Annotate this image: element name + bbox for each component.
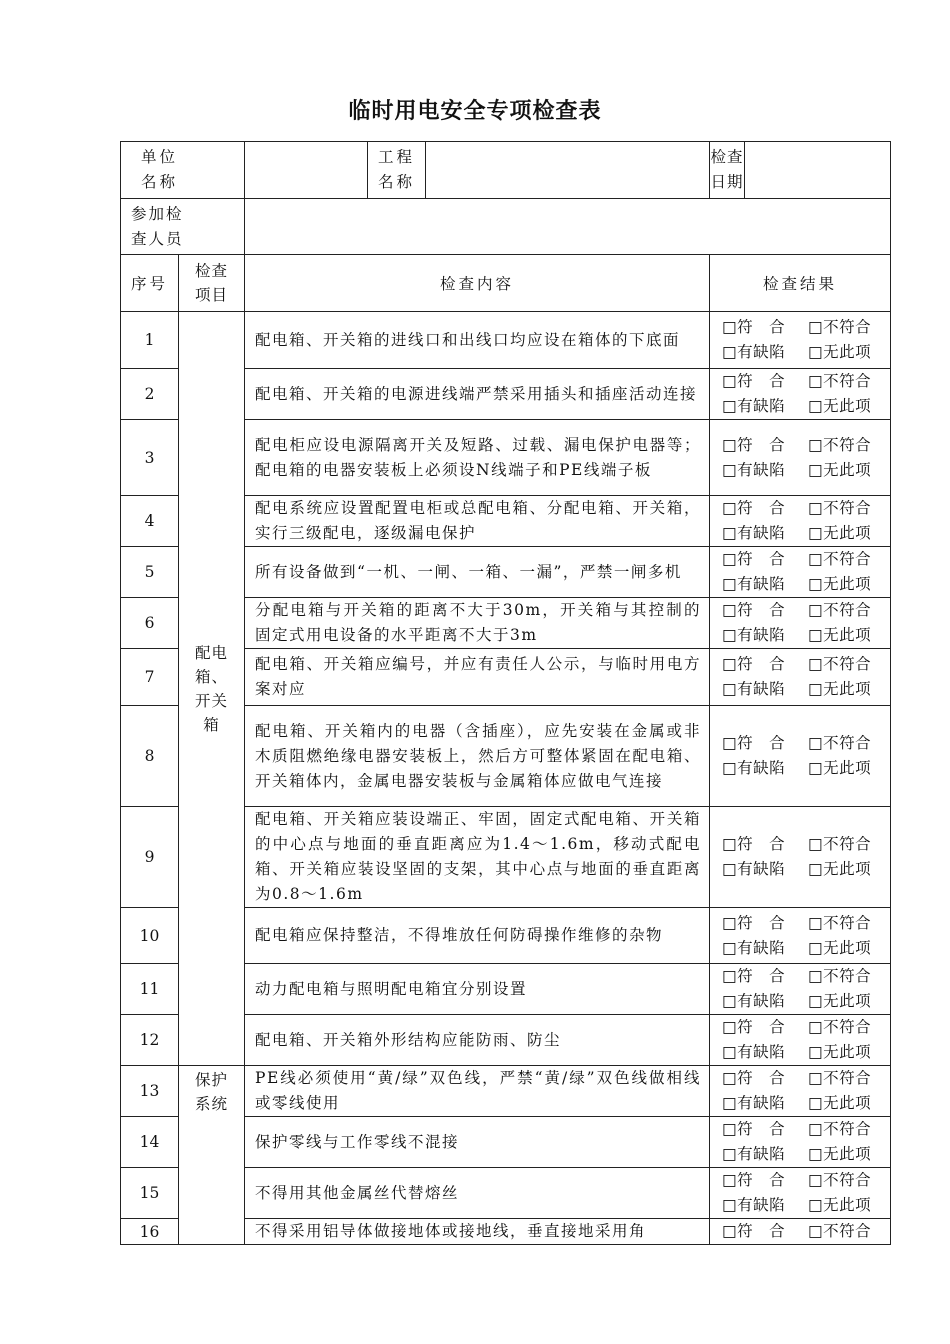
project-label: 工程 名称 bbox=[368, 142, 426, 199]
row-result bbox=[710, 1219, 891, 1245]
fail-checkbox[interactable]: □不符合 bbox=[808, 655, 872, 673]
row-result bbox=[710, 1015, 891, 1066]
row-result bbox=[710, 1117, 891, 1168]
col-item: 检查 项目 bbox=[179, 255, 245, 312]
defect-checkbox[interactable]: □有缺陷 bbox=[722, 992, 786, 1010]
na-checkbox[interactable]: □无此项 bbox=[808, 759, 872, 777]
unit-label: 单位 名称 bbox=[121, 142, 245, 199]
defect-checkbox[interactable]: □有缺陷 bbox=[722, 680, 786, 698]
row-number: 12 bbox=[121, 1015, 179, 1066]
row-number: 3 bbox=[121, 420, 179, 496]
defect-checkbox[interactable]: □有缺陷 bbox=[722, 460, 786, 479]
pass-checkbox[interactable]: □符 合 bbox=[722, 372, 786, 390]
header-row-participants bbox=[121, 199, 891, 255]
na-checkbox[interactable]: □无此项 bbox=[808, 397, 872, 415]
row-number: 16 bbox=[121, 1219, 179, 1245]
pass-checkbox[interactable]: □符 合 bbox=[722, 1018, 786, 1036]
col-seq: 序号 bbox=[121, 255, 179, 312]
pass-checkbox[interactable]: □符 合 bbox=[722, 734, 786, 752]
row-content: 配电箱、开关箱应编号，并应有责任人公示，与临时用电方案对应 bbox=[245, 649, 710, 706]
pass-checkbox[interactable]: □符 合 bbox=[722, 550, 786, 568]
fail-checkbox[interactable]: □不符合 bbox=[808, 1120, 872, 1138]
date-label: 检查 日期 bbox=[710, 142, 745, 199]
row-result bbox=[710, 964, 891, 1015]
row-content: 配电柜应设电源隔离开关及短路、过载、漏电保护电器等；配电箱的电器安装板上必须设N线端子和PE线端子板 bbox=[245, 420, 710, 496]
na-checkbox[interactable]: □无此项 bbox=[808, 524, 872, 542]
header-row-unit bbox=[121, 142, 891, 199]
fail-checkbox[interactable]: □不符合 bbox=[808, 499, 872, 517]
column-header-row bbox=[121, 255, 891, 312]
row-content: 配电箱、开关箱外形结构应能防雨、防尘 bbox=[245, 1015, 710, 1066]
na-checkbox[interactable]: □无此项 bbox=[808, 460, 872, 479]
row-number: 15 bbox=[121, 1168, 179, 1219]
col-content: 检查内容 bbox=[245, 255, 710, 312]
row-result bbox=[710, 496, 891, 547]
inspection-table bbox=[120, 141, 891, 1245]
na-checkbox[interactable]: □无此项 bbox=[808, 1043, 872, 1061]
row-number: 13 bbox=[121, 1066, 179, 1117]
row-result bbox=[710, 649, 891, 706]
row-content: 动力配电箱与照明配电箱宜分别设置 bbox=[245, 964, 710, 1015]
row-result bbox=[710, 369, 891, 420]
defect-checkbox[interactable]: □有缺陷 bbox=[722, 575, 786, 593]
date-value[interactable] bbox=[745, 142, 891, 199]
pass-checkbox[interactable]: □符 合 bbox=[722, 318, 786, 336]
na-checkbox[interactable]: □无此项 bbox=[808, 575, 872, 593]
defect-checkbox[interactable]: □有缺陷 bbox=[722, 397, 786, 415]
row-content: 分配电箱与开关箱的距离不大于30m，开关箱与其控制的固定式用电设备的水平距离不大于3m bbox=[245, 598, 710, 649]
fail-checkbox[interactable]: □不符合 bbox=[808, 1018, 872, 1036]
fail-checkbox[interactable]: □不符合 bbox=[808, 318, 872, 336]
pass-checkbox[interactable]: □符 合 bbox=[722, 913, 786, 932]
page-title: 临时用电安全专项检查表 bbox=[348, 99, 602, 124]
row-result bbox=[710, 1168, 891, 1219]
fail-checkbox[interactable]: □不符合 bbox=[808, 550, 872, 568]
na-checkbox[interactable]: □无此项 bbox=[808, 992, 872, 1010]
row-content: 配电箱、开关箱的进线口和出线口均应设在箱体的下底面 bbox=[245, 312, 710, 369]
row-number: 8 bbox=[121, 706, 179, 807]
pass-checkbox[interactable]: □符 合 bbox=[722, 1069, 786, 1087]
row-content: 配电系统应设置配置电柜或总配电箱、分配电箱、开关箱，实行三级配电，逐级漏电保护 bbox=[245, 496, 710, 547]
category-distribution-box: 配电 箱、 开关 箱 bbox=[179, 312, 245, 1066]
row-result bbox=[710, 807, 891, 908]
row-number: 14 bbox=[121, 1117, 179, 1168]
defect-checkbox[interactable]: □有缺陷 bbox=[722, 860, 786, 878]
table-row bbox=[121, 1066, 891, 1117]
defect-checkbox[interactable]: □有缺陷 bbox=[722, 1043, 786, 1061]
defect-checkbox[interactable]: □有缺陷 bbox=[722, 1145, 786, 1163]
na-checkbox[interactable]: □无此项 bbox=[808, 1145, 872, 1163]
defect-checkbox[interactable]: □有缺陷 bbox=[722, 343, 786, 361]
category-protection-system: 保护 系统 bbox=[179, 1066, 245, 1245]
pass-checkbox[interactable]: □符 合 bbox=[722, 1222, 786, 1240]
fail-checkbox[interactable]: □不符合 bbox=[808, 835, 872, 853]
row-content: 配电箱、开关箱内的电器（含插座），应先安装在金属或非木质阻燃绝缘电器安装板上，然后方可整体紧固在配电箱、开关箱体内，金属电器安装板与金属箱体应做电气连接 bbox=[245, 706, 710, 807]
row-number: 6 bbox=[121, 598, 179, 649]
na-checkbox[interactable]: □无此项 bbox=[808, 1196, 872, 1214]
row-number: 2 bbox=[121, 369, 179, 420]
row-content: 不得采用铝导体做接地体或接地线，垂直接地采用角 bbox=[245, 1219, 710, 1245]
na-checkbox[interactable]: □无此项 bbox=[808, 680, 872, 698]
row-number: 1 bbox=[121, 312, 179, 369]
fail-checkbox[interactable]: □不符合 bbox=[808, 1069, 872, 1087]
pass-checkbox[interactable]: □符 合 bbox=[722, 435, 786, 454]
row-result bbox=[710, 598, 891, 649]
row-content: PE线必须使用“黄/绿”双色线，严禁“黄/绿”双色线做相线或零线使用 bbox=[245, 1066, 710, 1117]
pass-checkbox[interactable]: □符 合 bbox=[722, 967, 786, 985]
pass-checkbox[interactable]: □符 合 bbox=[722, 1171, 786, 1189]
defect-checkbox[interactable]: □有缺陷 bbox=[722, 1196, 786, 1214]
row-content: 不得用其他金属丝代替熔丝 bbox=[245, 1168, 710, 1219]
na-checkbox[interactable]: □无此项 bbox=[808, 343, 872, 361]
participants-label: 参加检 查人员 bbox=[121, 199, 245, 255]
row-result bbox=[710, 547, 891, 598]
pass-checkbox[interactable]: □符 合 bbox=[722, 499, 786, 517]
defect-checkbox[interactable]: □有缺陷 bbox=[722, 938, 786, 957]
fail-checkbox[interactable]: □不符合 bbox=[808, 913, 872, 932]
fail-checkbox[interactable]: □不符合 bbox=[808, 372, 872, 390]
row-number: 9 bbox=[121, 807, 179, 908]
row-result bbox=[710, 312, 891, 369]
row-number: 4 bbox=[121, 496, 179, 547]
defect-checkbox[interactable]: □有缺陷 bbox=[722, 524, 786, 542]
row-number: 5 bbox=[121, 547, 179, 598]
na-checkbox[interactable]: □无此项 bbox=[808, 938, 872, 957]
fail-checkbox[interactable]: □不符合 bbox=[808, 601, 872, 619]
defect-checkbox[interactable]: □有缺陷 bbox=[722, 626, 786, 644]
defect-checkbox[interactable]: □有缺陷 bbox=[722, 759, 786, 777]
pass-checkbox[interactable]: □符 合 bbox=[722, 835, 786, 853]
row-number: 10 bbox=[121, 908, 179, 964]
project-value[interactable] bbox=[426, 142, 710, 199]
col-result: 检查结果 bbox=[710, 255, 891, 312]
participants-value[interactable] bbox=[245, 199, 891, 255]
row-content: 配电箱应保持整洁，不得堆放任何防碍操作维修的杂物 bbox=[245, 908, 710, 964]
unit-value[interactable] bbox=[245, 142, 368, 199]
row-content: 配电箱、开关箱的电源进线端严禁采用插头和插座活动连接 bbox=[245, 369, 710, 420]
row-content: 配电箱、开关箱应装设端正、牢固，固定式配电箱、开关箱的中心点与地面的垂直距离应为1.4～1.6m，移动式配电箱、开关箱应装设坚固的支架，其中心点与地面的垂直距离为0.8～1.6m bbox=[245, 807, 710, 908]
na-checkbox[interactable]: □无此项 bbox=[808, 626, 872, 644]
na-checkbox[interactable]: □无此项 bbox=[808, 860, 872, 878]
fail-checkbox[interactable]: □不符合 bbox=[808, 1171, 872, 1189]
defect-checkbox[interactable]: □有缺陷 bbox=[722, 1094, 786, 1112]
na-checkbox[interactable]: □无此项 bbox=[808, 1094, 872, 1112]
fail-checkbox[interactable]: □不符合 bbox=[808, 435, 872, 454]
table-row bbox=[121, 312, 891, 369]
row-result bbox=[710, 706, 891, 807]
row-number: 7 bbox=[121, 649, 179, 706]
pass-checkbox[interactable]: □符 合 bbox=[722, 601, 786, 619]
row-number: 11 bbox=[121, 964, 179, 1015]
row-result bbox=[710, 1066, 891, 1117]
pass-checkbox[interactable]: □符 合 bbox=[722, 1120, 786, 1138]
row-result bbox=[710, 420, 891, 496]
row-result bbox=[710, 908, 891, 964]
fail-checkbox[interactable]: □不符合 bbox=[808, 967, 872, 985]
row-content: 所有设备做到“一机、一闸、一箱、一漏”，严禁一闸多机 bbox=[245, 547, 710, 598]
pass-checkbox[interactable]: □符 合 bbox=[722, 655, 786, 673]
fail-checkbox[interactable]: □不符合 bbox=[808, 1222, 872, 1240]
row-content: 保护零线与工作零线不混接 bbox=[245, 1117, 710, 1168]
fail-checkbox[interactable]: □不符合 bbox=[808, 734, 872, 752]
